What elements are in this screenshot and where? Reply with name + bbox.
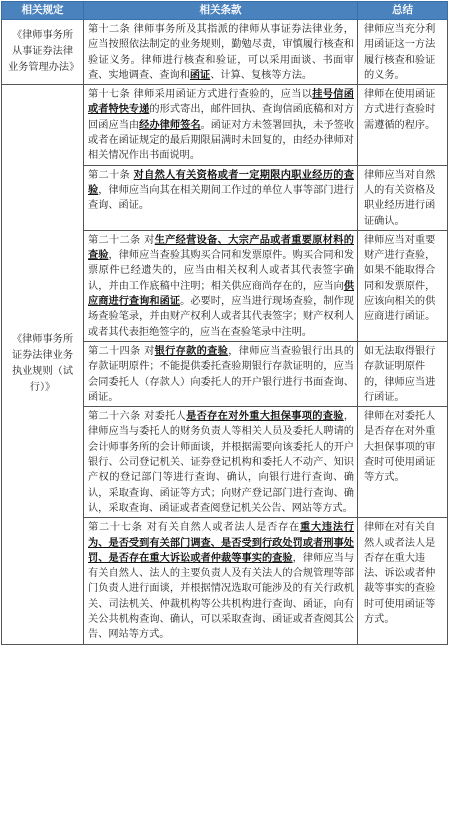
article-segment: 第二十七条 对有关自然人或者法人是否存在: [88, 522, 301, 534]
article-segment: 。必要时，应当进行现场查验，制作现场查验笔录，并由财产权利人或者其代表签字；财产权利人或者其代表拒绝签字的，应当在查验笔录中注明。: [88, 296, 354, 338]
article-segment: 第十二条 律师事务所及其指派的律师从事证券法律业务，应当按照依法制定的业务规则，勤勉尽责，审慎履行核查和验证义务。律师进行核查和验证，可以采用面谈、书面审查、实地调查、查询和: [88, 24, 354, 81]
summary-text: 律师在对委托人是否存在对外重大担保事项的审查时可使用函证等方式。: [358, 407, 448, 518]
summary-text: 律师应当对自然人的有关资格及职业经历进行函证确认。: [358, 165, 448, 230]
highlighted-term: 函证: [189, 69, 211, 81]
article-text: [84, 230, 358, 341]
article-segment: ，律师应当查验银行出具的存款证明原件；不能提供委托查验期银行存款证明的，应当会同委托人（存款人）向委托人的开户银行进行书面查询、函证。: [88, 345, 354, 403]
article-text: [84, 407, 358, 518]
regulation-name: 《律师事务所从事证券法律业务管理办法》: [2, 20, 84, 85]
table-row: [2, 20, 448, 85]
summary-text: 如无法取得银行存款证明原件的，律师应当进行函证。: [358, 341, 448, 406]
summary-text: 律师应当对重要财产进行查验，如果不能取得合同和发票原件，应该向相关的供应商进行函证。: [358, 230, 448, 341]
article-segment: 第十七条 律师采用函证方式进行查验的，应当以: [88, 89, 313, 101]
highlighted-term: 重大违法行为、是否受到有关部门调查、是否受到行政处罚或者刑事处罚、是否存在重大诉讼或者仲裁等事实的查验: [88, 522, 354, 564]
article-segment: ，律师应当查验其购买合同和发票原件。购买合同和发票原件已经遗失的，应当由相关权利人或者其代表签字确认，并由工作底稿中注明；相关供应商尚存在的，应当向: [88, 250, 355, 292]
article-segment: 的形式寄出，邮件回执、查询信函底稿和对方回函应当由: [88, 104, 355, 131]
highlighted-term: 银行存款的查验: [154, 345, 229, 357]
highlighted-term: 是否存在对外重大担保事项的查验: [186, 411, 344, 423]
header-articles: 相关条款: [84, 2, 358, 20]
article-segment: ，律师应当向其在相关期间工作过的单位人事等部门进行查询、函证。: [88, 184, 354, 212]
highlighted-term: 经办律师签名: [139, 119, 201, 131]
summary-text: 律师在对有关自然人或者法人是否存在重大违法、诉讼或者仲裁等事实的查验时可使用函证等方式。: [358, 518, 448, 644]
article-segment: 、计算、复核等方法。: [210, 69, 313, 81]
article-segment: 。函证对方未签署回执，未予签收或者在函证规定的最后期限届满时未回复的，由经办律师对相关情况作出书面说明。: [88, 119, 355, 162]
regulation-name: 《律师事务所证券法律业务执业规则（试行）》: [2, 85, 84, 644]
article-segment: 第二十条: [88, 169, 134, 181]
article-text: [84, 165, 358, 230]
article-segment: ，律师应当与委托人的财务负责人等相关人员及委托人聘请的会计师事务所的会计师面谈，并根据需要向该委托人的开户银行、公司登记机关、证券登记机构和委托人不动产、知识产权的登记部门等进行查询、确认，向银行进行查询、确认，采取查询、函证等方式；向财产登记部门进行查询、确认，采取查询、函证或者查阅登记机关公告、网站等方式。: [88, 411, 354, 514]
article-segment: 第二十六条 对委托人: [88, 411, 187, 423]
article-segment: 第二十四条 对: [88, 345, 155, 357]
highlighted-term: 供应商进行查询和函证: [88, 280, 354, 308]
summary-text: 律师在使用函证方式进行查验时需遵循的程序。: [358, 85, 448, 165]
article-segment: 第二十二条 对: [88, 234, 155, 246]
highlighted-term: 挂号信函或者特快专递: [88, 89, 354, 116]
article-text: [84, 20, 358, 85]
article-text: [84, 518, 358, 644]
header-summary: 总结: [358, 2, 448, 20]
article-segment: ，律师应当与有关自然人、法人的主要负责人及有关法人的合规管理等部门负责人进行面谈，并根据情况选取可能涉及的有关行政机关、司法机关、仲裁机构等公共机构进行查询、函证，向有关公共机构查询、确认，可以采取查询、函证或者查阅其公告、网站等方式。: [88, 552, 355, 641]
article-text: [84, 341, 358, 406]
article-text: [84, 85, 358, 165]
highlighted-term: 生产经营设备、大宗产品或者重要原材料的查验: [88, 234, 354, 262]
regulation-table: [1, 1, 448, 645]
table-row: [2, 85, 448, 165]
header-regulation: 相关规定: [2, 2, 84, 20]
highlighted-term: 对自然人有关资格或者一定期限内职业经历的查验: [88, 169, 354, 196]
summary-text: 律师应当充分利用函证这一方法履行核查和验证的义务。: [358, 20, 448, 85]
table-header-row: [2, 2, 448, 20]
